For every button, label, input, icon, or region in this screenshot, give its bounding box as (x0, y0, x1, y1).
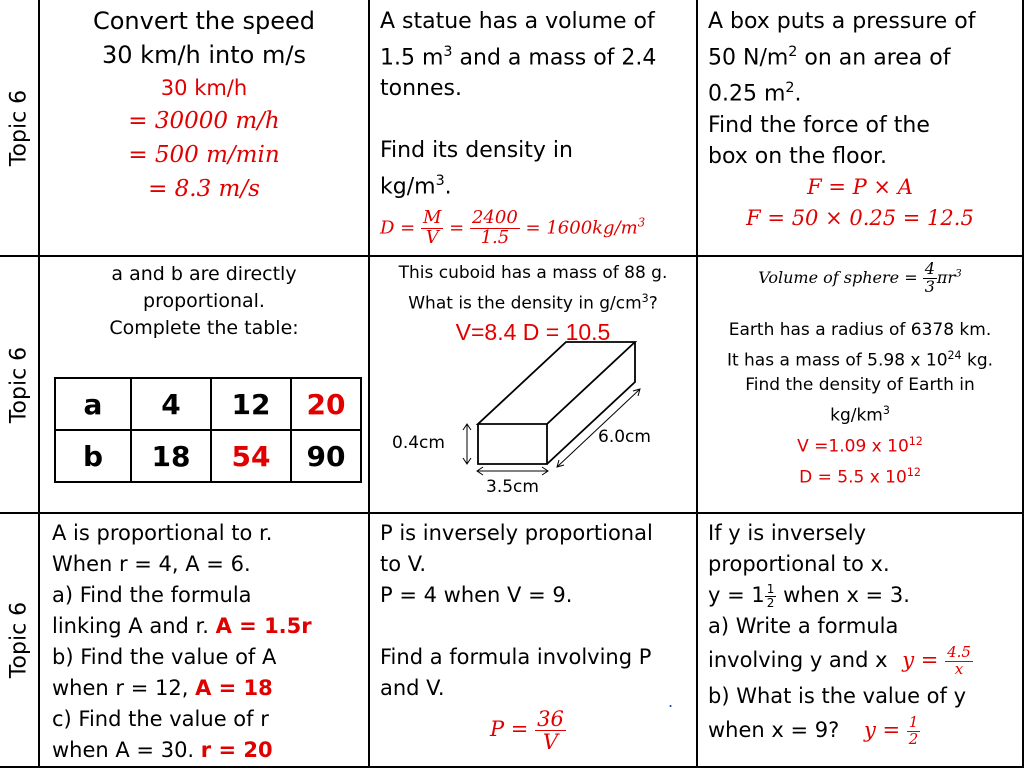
width-label: 3.5cm (486, 477, 539, 497)
cell-statue-density (370, 0, 698, 257)
question-line: If y is inversely (708, 521, 867, 545)
question-line: Earth has a radius of 6378 km. (728, 319, 992, 340)
question-line: 1.5 $m^3$ and a mass of 2.4 (380, 44, 657, 71)
question-line: 0.25 $m^2$. (708, 80, 802, 107)
question-line: a) Find the formula (52, 583, 252, 607)
question-line: $kg/km^3$ (830, 404, 890, 426)
topic-label-text: Topic 6 (6, 89, 32, 166)
table-cell: 18 (131, 430, 211, 482)
question-line: What is the density in $g/cm^3$? (408, 292, 658, 314)
question-line: and V. (380, 676, 445, 700)
question-line: $kg/m^3$. (380, 173, 452, 200)
table-row (55, 378, 361, 430)
question-line: proportional to x. (708, 552, 890, 576)
question-line: When r = 4, A = 6. (52, 552, 251, 576)
table-cell: 12 (211, 378, 291, 430)
proportion-table (54, 377, 362, 483)
cuboid-diagram (370, 257, 698, 514)
cell-speed-conversion (40, 0, 370, 257)
formula-answer: P = $\frac{36}{V}$ (490, 707, 564, 755)
question-line: P = 4 when V = 9. (380, 583, 573, 607)
value-answer: y = $\frac{1}{2}$ (863, 713, 919, 748)
table-cell: a (55, 378, 131, 430)
question-line: Find the force of the (708, 112, 930, 138)
question-line: b) Find the value of A (52, 645, 277, 669)
question-line: box on the floor. (708, 143, 888, 169)
question-line: Find the density of Earth in (745, 375, 975, 396)
cell-direct-proportion-table (40, 257, 370, 514)
answer-line: = 30000 m/h (128, 108, 280, 134)
cell-inverse-proportion-value (698, 514, 1024, 768)
cuboid-front-face (478, 424, 547, 464)
cell-earth-density (698, 257, 1024, 514)
question-line: It has a mass of 5.98 x $10^{24}$ kg. (726, 348, 994, 371)
question-line: Find its density in (380, 138, 573, 164)
answer-line: 30 km/h (160, 76, 248, 100)
width-dimension-arrow (477, 467, 548, 475)
depth-label: 6.0cm (598, 427, 651, 447)
question-line: proportional. (143, 290, 265, 312)
question-line: Convert the speed (92, 7, 316, 35)
question-line: Find a formula involving P (380, 645, 652, 669)
question-line: 50 $N/m^2$ on an area of (708, 44, 951, 71)
answer-line: = 500 m/min (128, 142, 280, 168)
question-line: A statue has a volume of (380, 9, 655, 34)
row2-topic-label (0, 257, 40, 514)
cuboid-answer: V=8.4 D = 10.5 (455, 318, 611, 345)
question-line: A box puts a pressure of (708, 9, 976, 34)
cell-direct-proportion-formula (40, 514, 370, 768)
cell-cuboid-density (370, 257, 698, 514)
cell-inverse-proportion-formula (370, 514, 698, 768)
question-line: This cuboid has a mass of 88 g. (398, 263, 668, 283)
topic-label-text: Topic 6 (6, 601, 32, 679)
question-line: a and b are directly (111, 263, 297, 285)
table-row (55, 430, 361, 482)
cell-box-pressure (698, 0, 1024, 257)
question-line: A is proportional to r. (52, 521, 273, 545)
question-line: tonnes. (380, 76, 462, 102)
answer-line: D = 5.5 x $10^{12}$ (799, 465, 921, 488)
question-line: y = 1 $\frac{1}{2}$ when x = 3. (708, 581, 910, 610)
topic-label-text: Topic 6 (6, 346, 32, 423)
table-cell: b (55, 430, 131, 482)
answer-line: F = P × A (807, 174, 913, 199)
question-line: P is inversely proportional (380, 521, 653, 545)
formula-answer: y = $\frac{4.5}{x}$ (902, 643, 971, 678)
question-line: when A = 30. r = 20 (52, 738, 273, 762)
question-line: when r = 12, A = 18 (52, 676, 273, 700)
question-line: linking A and r. A = 1.5r (52, 614, 312, 638)
question-line: a) Write a formula (708, 614, 899, 638)
question-line: when x = 9? y = $\frac{1}{2}$ (708, 713, 919, 748)
table-cell-answer: 20 (291, 378, 361, 430)
answer-line: V =1.09 x $10^{12}$ (797, 434, 923, 457)
height-label: 0.4cm (392, 433, 445, 453)
table-cell: 90 (291, 430, 361, 482)
answer-line: F = 50 × 0.25 = 12.5 (746, 205, 974, 230)
cuboid-top-face (478, 342, 635, 424)
density-answer: D = $\frac{M}{V}$ = $\frac{2400}{1.5}$ = $1600kg/m^3$ (380, 206, 646, 248)
question-line: b) What is the value of y (708, 683, 967, 708)
table-cell: 4 (131, 378, 211, 430)
height-dimension-arrow (463, 424, 471, 464)
sphere-volume-formula: Volume of sphere = $\frac{4}{3}$ $\pi r^3$ (758, 259, 962, 296)
answer-line: = 8.3 m/s (148, 176, 260, 202)
table-cell-answer: 54 (211, 430, 291, 482)
question-line: to V. (380, 552, 427, 576)
stray-dot: . (668, 692, 674, 711)
question-line: 30 km/h into m/s (102, 41, 306, 69)
question-line: involving y and x y = $\frac{4.5}{x}$ (708, 643, 971, 678)
question-line: Complete the table: (109, 317, 299, 339)
question-line: c) Find the value of r (52, 707, 269, 731)
row1-topic-label (0, 0, 40, 257)
row3-topic-label (0, 514, 40, 768)
